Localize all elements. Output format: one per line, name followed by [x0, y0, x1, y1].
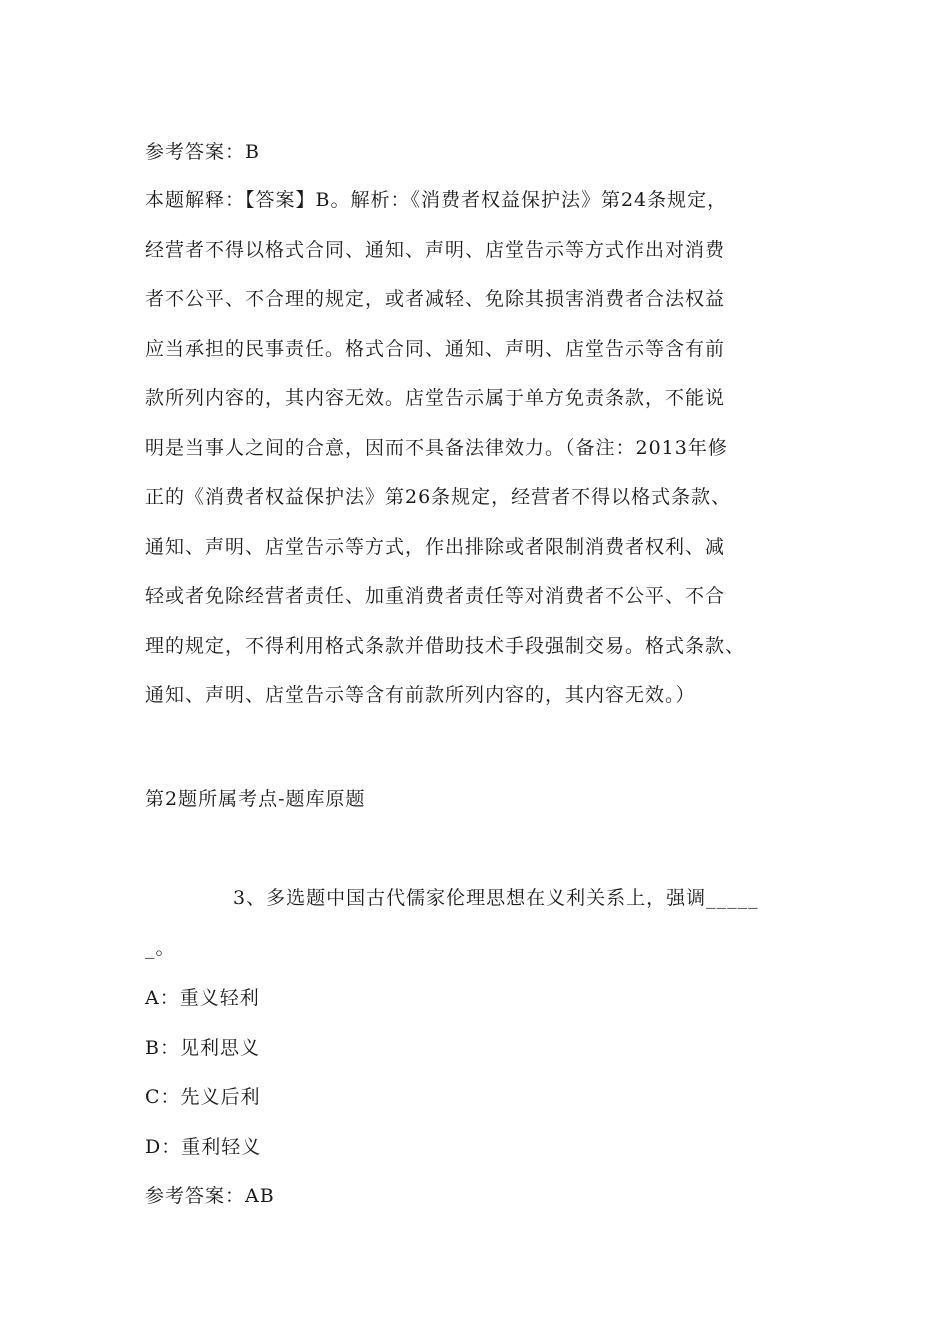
q3-option-c: C：先义后利: [145, 1086, 261, 1108]
explanation-line: 者不公平、不合理的规定，或者减轻、免除其损害消费者合法权益: [145, 288, 726, 310]
explanation-line: 通知、声明、店堂告示等方式，作出排除或者限制消费者权利、减: [145, 535, 726, 558]
q3-option-b: B：见利思义: [145, 1037, 260, 1059]
q3-stem: 3、多选题中国古代儒家伦理思想在义利关系上，强调_____: [233, 887, 759, 909]
explanation-line: 轻或者免除经营者责任、加重消费者责任等对消费者不公平、不合: [145, 585, 726, 607]
q2-answer: 参考答案：B: [145, 141, 260, 163]
explanation-line: 应当承担的民事责任。格式合同、通知、声明、店堂告示等含有前: [145, 337, 726, 360]
explanation-line: 通知、声明、店堂告示等含有前款所列内容的，其内容无效。）: [145, 684, 696, 706]
q2-explanation: [145, 176, 835, 721]
explanation-line: 理的规定，不得利用格式条款并借助技术手段强制交易。格式条款、: [145, 634, 746, 657]
q2-topic: 第2题所属考点-题库原题: [145, 788, 366, 810]
q3-option-a: A：重义轻利: [145, 987, 260, 1009]
q3-answer: 参考答案：AB: [145, 1185, 275, 1207]
explanation-line: 本题解释：【答案】B。解析：《消费者权益保护法》第24条规定，: [145, 189, 728, 211]
q3-option-d: D：重利轻义: [145, 1136, 262, 1158]
q3-stem-continued: _。: [145, 937, 176, 959]
explanation-line: 款所列内容的，其内容无效。店堂告示属于单方免责条款，不能说: [145, 387, 726, 409]
explanation-line: 正的《消费者权益保护法》第26条规定，经营者不得以格式条款、: [145, 486, 732, 508]
explanation-line: 明是当事人之间的合意，因而不具备法律效力。（备注：2013年修: [145, 436, 728, 459]
explanation-line: 经营者不得以格式合同、通知、声明、店堂告示等方式作出对消费: [145, 238, 726, 261]
